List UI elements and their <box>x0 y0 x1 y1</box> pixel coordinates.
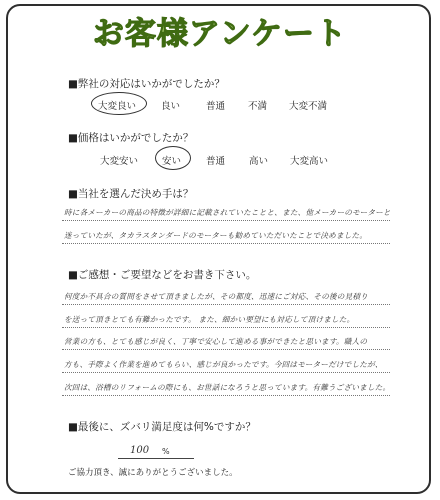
question-decision: ■当社を選んだ決め手は？ <box>68 188 194 200</box>
question-price: ■価格はいかがでしたか？ <box>68 132 194 144</box>
question-feedback: ■ご感想・ご要望などをお書き下さい。 <box>68 269 257 281</box>
option-price-normal: 普通 <box>206 156 226 167</box>
option-service-good: 良い <box>161 101 181 112</box>
handwritten-answer-line: 方も、手際よく作業を進めてもらい、感じが良かったです。今回はモーターだけでしたが、 <box>64 360 383 369</box>
selected-answer-circle <box>155 146 191 170</box>
answer-rule <box>62 372 390 373</box>
option-service-dissatisfied: 不満 <box>248 101 268 112</box>
satisfaction-value: 100 <box>130 445 150 456</box>
handwritten-answer-line: 何度か不具合の質問をさせて頂きましたが、その都度、迅速にご対応、その後の見積り <box>64 292 368 301</box>
option-price-very-cheap: 大変安い <box>100 156 139 167</box>
handwritten-answer-line: 迷っていたが、タカラスタンダードのモーターも勧めていただいたことで決めました。 <box>64 231 368 240</box>
answer-rule <box>62 304 390 305</box>
handwritten-answer-line: 営業の方も、とても感じが良く、丁寧で安心して進める事ができたと思います。職人の <box>64 337 368 346</box>
option-service-very-dissatisfied: 大変不満 <box>289 101 328 112</box>
question-satisfaction: ■最後に、ズバリ満足度は何%ですか？ <box>68 421 256 433</box>
satisfaction-unit: % <box>162 447 170 456</box>
answer-rule <box>62 327 390 328</box>
option-price-cheap: 安い <box>162 156 182 167</box>
option-service-normal: 普通 <box>206 101 226 112</box>
handwritten-answer-line: 時に各メーカーの商品の特徴が詳細に記載されていたことと、また、他メーカーのモーターと <box>64 208 391 217</box>
answer-rule <box>62 220 390 221</box>
survey-title: お客様アンケート <box>92 16 348 52</box>
thanks-message: ご協力頂き、誠にありがとうございました。 <box>68 468 238 478</box>
selected-answer-circle <box>91 92 147 115</box>
option-price-expensive: 高い <box>249 156 269 167</box>
answer-rule <box>62 243 390 244</box>
satisfaction-underline <box>118 458 194 459</box>
option-price-very-expensive: 大変高い <box>290 156 329 167</box>
handwritten-answer-line: 次回は、浴槽のリフォームの際にも、お世話になろうと思っています。有難うございました。 <box>64 383 391 392</box>
answer-rule <box>62 395 390 396</box>
answer-rule <box>62 349 390 350</box>
handwritten-answer-line: を送って頂きとても有難かったです。 また、細かい要望にも対応して頂けました。 <box>64 315 355 324</box>
option-service-very-good: 大変良い <box>98 101 137 112</box>
question-service: ■弊社の対応はいかがでしたか？ <box>68 78 225 90</box>
